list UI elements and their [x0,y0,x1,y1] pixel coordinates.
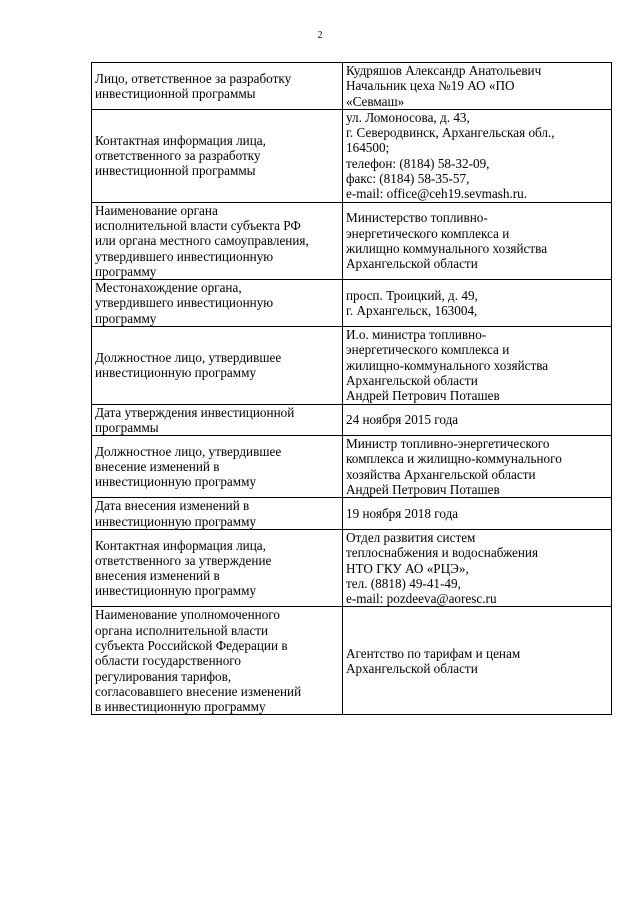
value-line: 19 ноября 2018 года [346,505,459,521]
label-line: инвестиционную программу [95,365,257,381]
value-line: г. Северодвинск, Архангельская обл., [346,125,555,141]
value-line: энергетического комплекса и [346,342,510,358]
value-line: просп. Троицкий, д. 49, [346,287,478,303]
value-line: Архангельской области [346,256,478,272]
label-line: Дата утверждения инвестиционной [95,404,295,420]
label-line: Местонахождение органа, [95,280,242,296]
value-line: Начальник цеха №19 АО «ПО [346,78,515,94]
label-line: субъекта Российской Федерации в [95,637,288,653]
label-line: инвестиционной программы [95,163,256,179]
row-value [343,109,612,202]
row-value [343,404,612,436]
value-line: комплекса и жилищно-коммунального [346,451,562,467]
label-line: согласовавшего внесение изменений [95,683,302,699]
label-line: ответственного за разработку [95,148,261,164]
label-line: Наименование уполномоченного [95,607,280,623]
row-label [92,280,343,327]
table-row-authority-location [92,280,612,327]
label-line: Лицо, ответственное за разработку [95,70,292,86]
value-line: Архангельской области [346,660,478,676]
label-line: утвердившего инвестиционную [95,248,274,264]
label-line: ответственного за утверждение [95,552,272,568]
label-line: исполнительной власти субъекта РФ [95,217,301,233]
value-line: тел. (8818) 49-41-49, [346,575,461,591]
value-line: НТО ГКУ АО «РЦЭ», [346,560,469,576]
label-line: Дата внесения изменений в [95,498,250,514]
row-value [343,498,612,530]
row-label [92,327,343,404]
label-line: инвестиционную программу [95,513,257,529]
value-line: 164500; [346,140,390,156]
row-label [92,436,343,498]
table-row-amendment-official [92,436,612,498]
value-line: e-mail: pozdeeva@aoresc.ru [346,591,497,607]
value-line: И.о. министра топливно- [346,327,487,343]
table-row-tariff-authority [92,607,612,715]
label-line: программу [95,310,157,326]
value-line: факс: (8184) 58-35-57, [346,171,470,187]
label-line: регулирования тарифов, [95,668,232,684]
table-row-developer [92,63,612,110]
value-line: хозяйства Архангельской области [346,466,536,482]
label-line: области государственного [95,653,241,669]
investment-program-info-table [91,62,612,715]
table-body [92,63,612,715]
row-value [343,529,612,606]
row-value [343,280,612,327]
row-value [343,436,612,498]
value-line: телефон: (8184) 58-32-09, [346,155,490,171]
value-line: жилищно-коммунального хозяйства [346,357,549,373]
value-line: 24 ноября 2015 года [346,412,459,428]
label-line: программы [95,419,159,435]
label-line: инвестиционную программу [95,583,257,599]
value-line: ул. Ломоносова, д. 43, [346,109,470,125]
row-label [92,404,343,436]
row-value [343,63,612,110]
table-row-amendment-contacts [92,529,612,606]
value-line: энергетического комплекса и [346,225,510,241]
value-line: Министр топливно-энергетического [346,436,550,452]
label-line: инвестиционной программы [95,85,256,101]
value-line: теплоснабжения и водоснабжения [346,545,539,561]
label-line: программу [95,263,157,279]
table-row-approval-date [92,404,612,436]
value-line: Кудряшов Александр Анатольевич [346,63,542,78]
row-label [92,63,343,110]
value-line: г. Архангельск, 163004, [346,303,478,319]
label-line: или органа местного самоуправления, [95,233,309,249]
row-label [92,498,343,530]
label-line: Контактная информация лица, [95,537,266,553]
label-line: Должностное лицо, утвердившее [95,443,282,459]
value-line: Андрей Петрович Поташев [346,388,500,404]
row-value [343,607,612,715]
row-value [343,202,612,279]
row-label [92,607,343,715]
row-label [92,202,343,279]
table-row-amendment-date [92,498,612,530]
value-line: «Севмаш» [346,93,405,109]
label-line: Наименование органа [95,202,218,218]
label-line: органа исполнительной власти [95,622,269,638]
label-line: внесения изменений в [95,568,220,584]
value-line: жилищно коммунального хозяйства [346,240,548,256]
value-line: Архангельской области [346,372,478,388]
label-line: Должностное лицо, утвердившее [95,349,282,365]
label-line: в инвестиционную программу [95,699,266,715]
table-row-approving-authority [92,202,612,279]
label-line: Контактная информация лица, [95,132,266,148]
value-line: Министерство топливно- [346,210,488,226]
row-value [343,327,612,404]
label-line: утвердившего инвестиционную [95,295,274,311]
row-label [92,529,343,606]
value-line: Отдел развития систем [346,529,476,545]
value-line: e-mail: office@ceh19.sevmash.ru. [346,186,528,202]
table-row-developer-contacts [92,109,612,202]
table-row-approving-official [92,327,612,404]
page-number: 2 [317,30,323,41]
label-line: внесение изменений в [95,459,220,475]
row-label [92,109,343,202]
value-line: Агентство по тарифам и ценам [346,645,521,661]
label-line: инвестиционную программу [95,474,257,490]
value-line: Андрей Петрович Поташев [346,482,500,498]
